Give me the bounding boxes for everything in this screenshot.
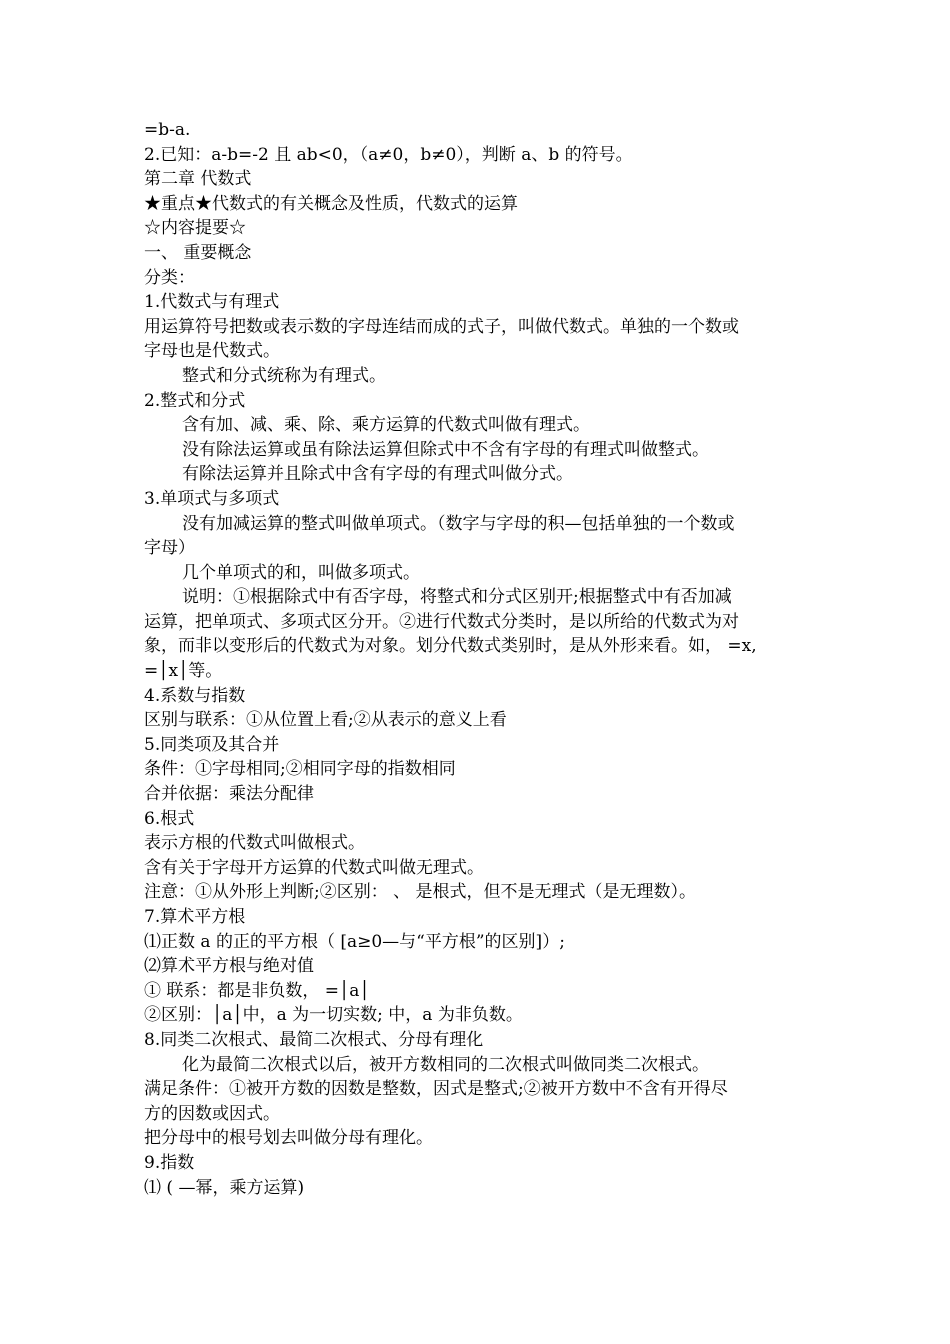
subsection-heading: 2.整式和分式 [144,390,246,411]
subsection-heading: 5.同类项及其合并 [144,734,280,755]
text-line: ⑴ ( —幂，乘方运算) [144,1177,305,1198]
text-line: 含有关于字母开方运算的代数式叫做无理式。 [144,857,484,878]
text-line: ⑴正数 a 的正的平方根（ [a≥0—与“平方根”的区别]）; [144,931,565,952]
subsection-heading: 4.系数与指数 [144,685,246,706]
text-line: =│x│等。 [144,661,223,682]
text-line: 用运算符号把数或表示数的字母连结而成的式子，叫做代数式。单独的一个数或 [144,316,739,337]
document-page [144,118,810,1200]
text-line: 方的因数或因式。 [144,1103,280,1124]
text-line: 注意：①从外形上判断;②区别： 、 是根式，但不是无理式（是无理数）。 [144,882,697,903]
text-line: 分类： [144,267,195,288]
subsection-heading: 9.指数 [144,1152,195,1173]
text-line: ②区别：│a│中，a 为一切实数; 中，a 为非负数。 [144,1005,523,1026]
text-line: 整式和分式统称为有理式。 [182,365,386,386]
content-summary-heading: ☆内容提要☆ [144,218,246,239]
subsection-heading: 7.算术平方根 [144,907,246,927]
text-line: 条件：①字母相同;②相同字母的指数相同 [144,759,456,780]
question-line: 2.已知：a-b=-2 且 ab<0，（a≠0，b≠0），判断 a、b 的符号。 [144,144,633,165]
text-line: 字母） [144,538,195,559]
text-line: 说明：①根据除式中有否字母，将整式和分式区别开;根据整式中有否加减 [182,587,732,608]
text-line: 化为最简二次根式以后，被开方数相同的二次根式叫做同类二次根式。 [182,1054,709,1075]
text-line: 合并依据：乘法分配律 [144,784,314,805]
subsection-heading: 6.根式 [144,808,195,829]
text-line: 把分母中的根号划去叫做分母有理化。 [144,1128,433,1149]
text-line: =b-a. [144,120,191,140]
subsection-heading: 8.同类二次根式、最简二次根式、分母有理化 [144,1029,484,1050]
key-points: ★重点★代数式的有关概念及性质，代数式的运算 [144,193,518,214]
text-line: 区别与联系：①从位置上看;②从表示的意义上看 [144,710,507,731]
text-line: 没有加减运算的整式叫做单项式。（数字与字母的积—包括单独的一个数或 [182,513,735,534]
text-line: 没有除法运算或虽有除法运算但除式中不含有字母的有理式叫做整式。 [182,439,709,460]
text-line: ⑵算术平方根与绝对值 [144,956,314,977]
subsection-heading: 3.单项式与多项式 [144,488,280,509]
chapter-title: 第二章 代数式 [144,169,252,190]
text-line: 有除法运算并且除式中含有字母的有理式叫做分式。 [182,464,573,485]
text-line: 满足条件：①被开方数的因数是整数，因式是整式;②被开方数中不含有开得尽 [144,1079,728,1100]
text-line: 象，而非以变形后的代数式为对象。划分代数式类别时，是从外形来看。如， =x, [144,636,757,657]
text-line: 含有加、减、乘、除、乘方运算的代数式叫做有理式。 [182,415,590,436]
section-heading: 一、 重要概念 [144,242,252,263]
text-line: 运算，把单项式、多项式区分开。②进行代数式分类时，是以所给的代数式为对 [144,611,739,632]
text-line: ① 联系：都是非负数， =│a│ [144,980,370,1001]
text-line: 字母也是代数式。 [144,341,280,362]
subsection-heading: 1.代数式与有理式 [144,292,280,313]
text-line: 表示方根的代数式叫做根式。 [144,833,365,854]
text-line: 几个单项式的和，叫做多项式。 [182,562,420,583]
